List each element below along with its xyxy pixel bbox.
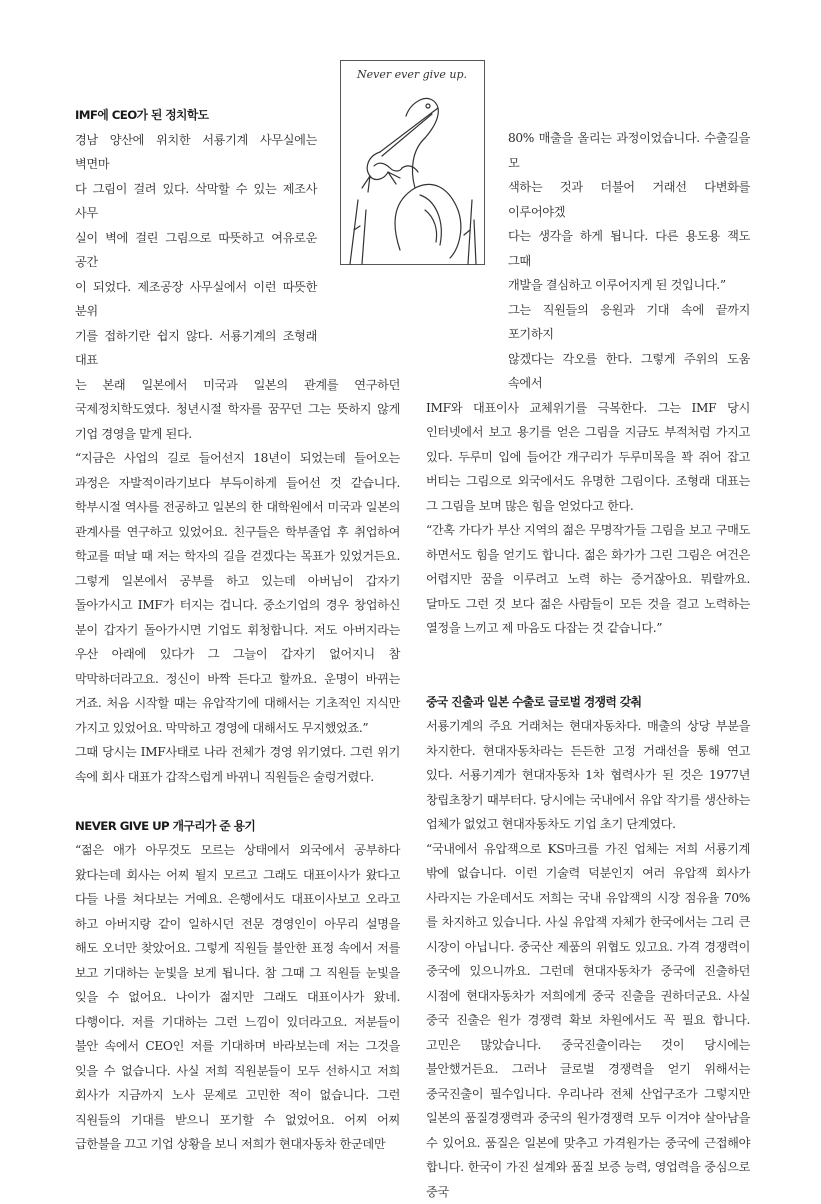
body-paragraph: “젊은 애가 아무것도 모르는 상태에서 외국에서 공부하다 왔다는데 회사는 어찌 될지 모르고 그래도 대표이사가 왔다고 다들 나를 쳐다보는 거예요. 은행에서도 대표이사보고 오라고 하고 아버지랑 같이 일하시던 전문 경영인이 아무리 설명을 해도 오너만 찾았어요. 그렇게 직원들 불안한 표정 속에서 저를 보고 기대하는 눈빛을 보게 됩니다. 참 그때 그 직원들 눈빛을 잊을 수 없어요. 나이가 젊지만 그래도 대표이사가 왔네. 다행이다. 저를 기대하는 그런 느낌이 있더라고요. 저분들이 불안 속에서 CEO인 저를 기대하며 바라보는데 저는 그것을 잊을 수 없습니다. 사실 저희 직원분들이 모두 선하시고 저희 회사가 지금까지 노사 문제로 고민한 적이 없습니다. 그런 직원들의 기대를 받으니 포기할 수 없었어요. 어찌 어찌 급한불을 끄고 기업 상황을 보니 저희가 현대자동차 한군데만 (75, 838, 400, 1157)
body-line: 색하는 것과 더불어 거래선 다변화를 이루어야겠 (508, 175, 750, 224)
body-paragraph: 그때 당시는 IMF사태로 나라 전체가 경영 위기였다. 그런 위기 속에 회사 대표가 갑작스럽게 바뀌니 직원들은 술렁거렸다. (75, 740, 400, 789)
section-heading-imf-ceo: IMF에 CEO가 된 정치학도 (75, 103, 400, 128)
left-column (75, 103, 400, 1157)
body-paragraph: “간혹 가다가 부산 지역의 젊은 무명작가들 그림을 보고 구매도 하면서도 힘을 얻기도 합니다. 젊은 화가가 그린 그림은 여건은 어렵지만 꿈을 이루려고 노력 하는 증거잖아요. 뭐랄까요. 달마도 그런 것 보다 젊은 사람들이 모든 것을 걸고 노력하는 열정을 느끼고 제 마음도 다잡는 것 같습니다.” (426, 518, 750, 641)
body-line: 80% 매출을 올리는 과정이었습니다. 수출길을 모 (508, 126, 750, 175)
body-line: 다 그림이 걸려 있다. 삭막할 수 있는 제조사 사무 (75, 177, 317, 226)
section-heading-never-give-up: NEVER GIVE UP 개구리가 준 용기 (75, 814, 400, 839)
body-line: 이 되었다. 제조공장 사무실에서 이런 따뜻한 분위 (75, 275, 317, 324)
body-line: 개발을 결심하고 이루어지게 된 것입니다.” (508, 273, 750, 298)
right-column (426, 126, 750, 1204)
body-line: 않겠다는 각오를 한다. 그렇게 주위의 도움 속에서 (508, 347, 750, 396)
body-line: 실이 벽에 걸린 그림으로 따뜻하고 여유로운 공간 (75, 226, 317, 275)
body-line: 경남 양산에 위치한 서룡기계 사무실에는 벽면마 (75, 128, 317, 177)
body-line: 다는 생각을 하게 됩니다. 다른 용도용 잭도 그때 (508, 224, 750, 273)
body-line: 그는 직원들의 응원과 기대 속에 끝까지 포기하지 (508, 298, 750, 347)
body-paragraph: “지금은 사업의 길로 들어선지 18년이 되었는데 들어오는 과정은 자발적이라기보다 부득이하게 들어선 것 같습니다. 학부시절 역사를 전공하고 일본의 한 대학원에서 미국과 일본의 관계사를 연구하고 있었어요. 친구들은 학부졸업 후 취업하여 학교를 떠날 때 저는 학자의 길을 걷겠다는 목표가 있었거든요. 그렇게 일본에서 공부를 하고 있는데 아버님이 갑자기 돌아가시고 IMF가 터지는 겁니다. 중소기업의 경우 창업하신 분이 갑자기 돌아가시면 기업도 휘청합니다. 저도 아버지라는 우산 아래에 있다가 그 그늘이 갑자기 없어지니 참 막막하더라고요. 정신이 바짝 든다고 할까요. 운명이 바뀌는 거죠. 처음 시작할 때는 유압작기에 대해서는 기초적인 지식만 가지고 있었어요. 막막하고 경영에 대해서도 무지했었죠.” (75, 446, 400, 740)
body-paragraph: IMF와 대표이사 교체위기를 극복한다. 그는 IMF 당시 인터넷에서 보고 용기를 얻은 그림을 지금도 부적처럼 가지고 있다. 두루미 입에 들어간 개구리가 두루미목을 꽉 쥐어 잡고 버티는 그림으로 외국에서도 유명한 그림이다. 조형래 대표는 그 그림을 보며 많은 힘을 얻었다고 한다. (426, 396, 750, 519)
body-paragraph: 는 본래 일본에서 미국과 일본의 관계를 연구하던 국제정치학도였다. 청년시절 학자를 꿈꾸던 그는 뜻하지 않게 기업 경영을 맡게 된다. (75, 373, 400, 447)
body-paragraph: 서룡기계의 주요 거래처는 현대자동차다. 매출의 상당 부분을 차지한다. 현대자동차라는 든든한 고정 거래선을 통해 연고 있다. 서룡기계가 현대자동차 1차 협력사가 된 것은 1977년 창립초창기 때부터다. 당시에는 국내에서 유압 작기를 생산하는 업체가 없었고 현대자동차도 기업 초기 단계였다. (426, 714, 750, 837)
section-heading-china-japan: 중국 진출과 일본 수출로 글로벌 경쟁력 갖춰 (426, 690, 750, 715)
body-line: 기를 접하기란 쉽지 않다. 서룡기계의 조형래 대표 (75, 324, 317, 373)
illustration-caption: Never ever give up. (356, 68, 467, 81)
body-paragraph: “국내에서 유압잭으로 KS마크를 가진 업체는 저희 서룡기계 밖에 없습니다. 이런 기술력 덕분인지 여러 유압잭 회사가 사라지는 가운데서도 저희는 국내 유압잭의 시장 점유율 70%를 차지하고 있습니다. 사실 유압잭 자체가 한국에서는 그리 큰 시장이 아닙니다. 중국산 제품의 위협도 있고요. 가격 경쟁력이 중국에 있으니까요. 그런데 현대자동차가 중국에 진출하던 시점에 현대자동차가 저희에게 중국 진출을 권하더군요. 사실 중국 진출은 원가 경쟁력 확보 차원에서도 꼭 필요 합니다. 고민은 많았습니다. 중국진출이라는 것이 당시에는 불안했거든요. 그러나 글로벌 경쟁력을 얻기 위해서는 중국진출이 필수입니다. 우리나라 전체 산업구조가 그렇지만 일본의 품질경쟁력과 중국의 원가경쟁력 모두 이겨야 살아남을 수 있어요. 품질은 일본에 맞추고 가격원가는 중국에 근접해야 합니다. 한국이 가진 설계와 품질 보증 능력, 영업력을 중심으로 중국 (426, 837, 750, 1204)
